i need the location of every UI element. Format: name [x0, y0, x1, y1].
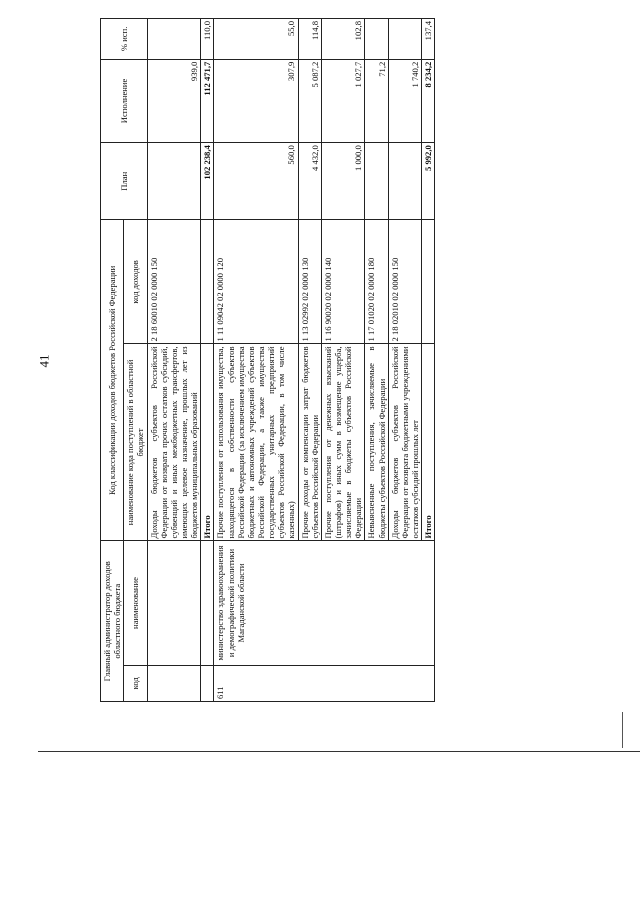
execution-value: 71,2: [365, 59, 388, 143]
header-class-group: Код классификации доходов бюджетов Российской Федерации: [101, 220, 124, 541]
percent-value: 55,0: [214, 19, 298, 60]
header-execution: Исполнение: [101, 59, 148, 143]
plan-value: [147, 143, 201, 220]
income-name: Прочие поступления от использования имущества, находящегося в собственности субъектов Российской Федерации (за исключением имущества бюджетных и автономных учреждений субъектов Российской Федерации, а также имущества государственных унитарных предприятий субъектов Российской Федерации, в том числе казенных): [214, 344, 298, 541]
income-code: 2 18 02010 02 0000 150: [388, 220, 421, 344]
plan-value: 4 432,0: [298, 143, 321, 220]
percent-value: [147, 19, 201, 60]
income-code: 1 13 02992 02 0000 130: [298, 220, 321, 344]
total-execution: 8 234,2: [422, 59, 435, 143]
header-admin-code: код: [124, 665, 147, 701]
header-plan: План: [101, 143, 148, 220]
income-code: 1 11 09042 02 0000 120: [214, 220, 298, 344]
income-name: Доходы бюджетов субъектов Российской Федерации от возврата прочих остатков субсидий, субвенций и иных межбюджетных трансфертов, имеющих целевое назначение, прошлых лет из бюджетов муниципальных образований: [147, 344, 201, 541]
header-percent: % исп.: [101, 19, 148, 60]
header-income-name: наименование кода поступлений в областной бюджет: [124, 344, 147, 541]
total-row: [201, 19, 214, 702]
income-code: 1 17 01020 02 0000 180: [365, 220, 388, 344]
plan-value: [388, 143, 421, 220]
total-plan: 102 238,4: [201, 143, 214, 220]
admin-code: 611: [214, 665, 435, 701]
execution-value: 1 740,2: [388, 59, 421, 143]
total-label: Итого: [201, 344, 214, 541]
execution-value: 939,0: [147, 59, 201, 143]
percent-value: [365, 19, 388, 60]
page-number: 41: [36, 354, 52, 368]
income-name: Доходы бюджетов субъектов Российской Федерации от возврата бюджетными учреждениями остатков субсидий прошлых лет: [388, 344, 421, 541]
income-code: 2 18 60010 02 0000 150: [147, 220, 201, 344]
income-table: [100, 18, 435, 702]
margin-mark: [622, 712, 623, 748]
income-name: Невыясненные поступления, зачисляемые в бюджеты субъектов Российской Федерации: [365, 344, 388, 541]
income-name: Прочие поступления от денежных взысканий (штрафов) и иных сумм в возмещение ущерба, зачисляемые в бюджеты субъектов Российской Федерации: [321, 344, 365, 541]
header-row-1: [101, 19, 124, 702]
income-name: Прочие доходы от компенсации затрат бюджетов субъектов Российской Федерации: [298, 344, 321, 541]
plan-value: 1 000,0: [321, 143, 365, 220]
header-admin-group: Главный администратор доходов областного бюджета: [101, 541, 124, 702]
total-execution: 112 471,7: [201, 59, 214, 143]
rotated-table-container: [100, 18, 625, 702]
table-row: [214, 19, 298, 702]
execution-value: 5 087,2: [298, 59, 321, 143]
percent-value: [388, 19, 421, 60]
plan-value: 560,0: [214, 143, 298, 220]
percent-value: 114,8: [298, 19, 321, 60]
admin-name: министерство здравоохранения и демографической политики Магаданской области: [214, 541, 435, 665]
total-percent: 137,4: [422, 19, 435, 60]
header-admin-name: наименование: [124, 541, 147, 665]
table-row: [147, 19, 201, 702]
page-divider-line: [38, 751, 640, 752]
plan-value: [365, 143, 388, 220]
income-code: 1 16 90020 02 0000 140: [321, 220, 365, 344]
execution-value: 307,9: [214, 59, 298, 143]
execution-value: 1 027,7: [321, 59, 365, 143]
total-label: Итого: [422, 344, 435, 541]
total-plan: 5 992,0: [422, 143, 435, 220]
total-percent: 110,0: [201, 19, 214, 60]
percent-value: 102,8: [321, 19, 365, 60]
header-income-code: код доходов: [124, 220, 147, 344]
